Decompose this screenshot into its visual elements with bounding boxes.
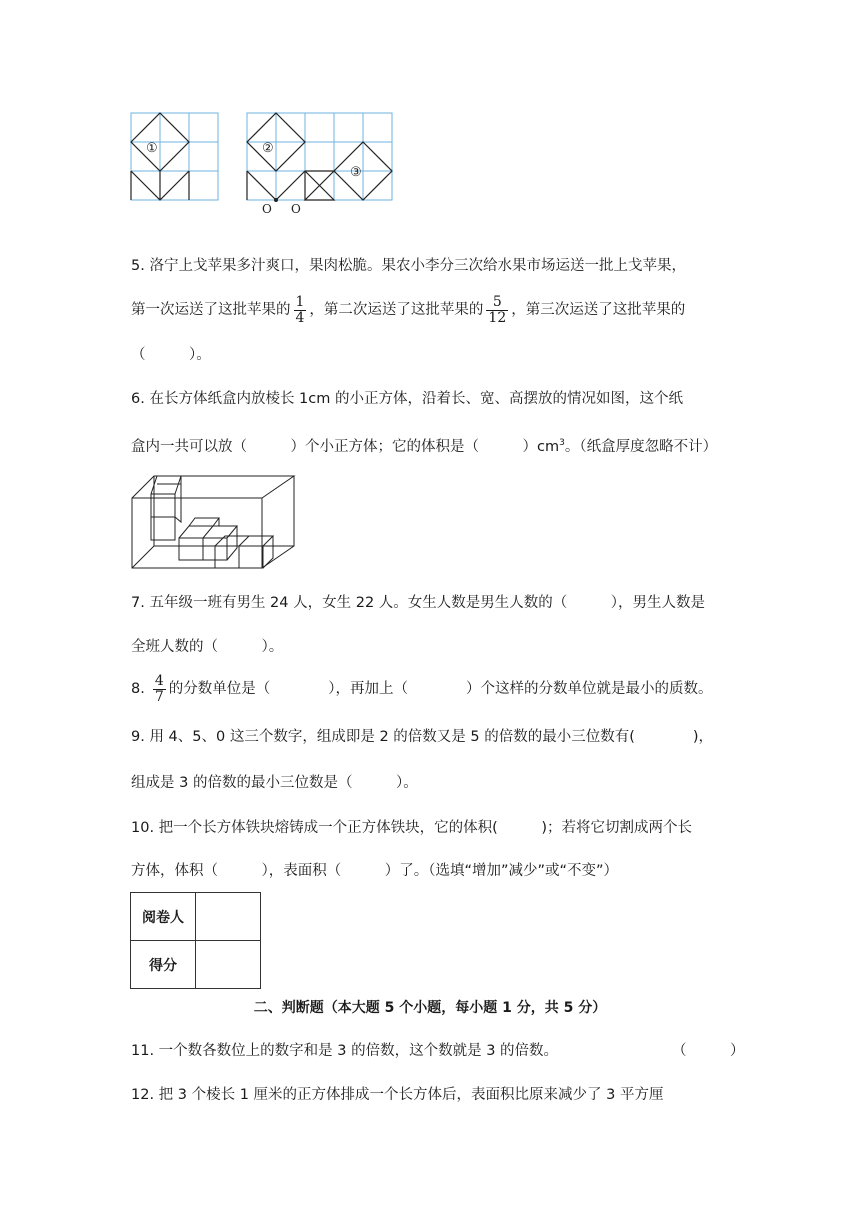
q9-line1: 9. 用 4、5、0 这三个数字，组成即是 2 的倍数又是 5 的倍数的最小三位数有( )， — [131, 729, 714, 745]
q5-line1: 5. 洛宁上戈苹果多汁爽口，果肉松脆。果农小李分三次给水果市场运送一批上戈苹果， — [131, 258, 686, 274]
section-heading: 二、判断题（本大题 5 个小题，每小题 1 分，共 5 分） — [253, 1000, 607, 1016]
shape3-label: ③ — [350, 165, 362, 180]
q6-line2-a: 盒内一共可以放（ ）个小正方体；它的体积是（ ）cm — [131, 438, 560, 455]
cuboid-box-figure — [129, 468, 299, 572]
q5-line2 — [131, 293, 685, 327]
q11-text: 11. 一个数各数位上的数字和是 3 的倍数，这个数就是 3 的倍数。 — [131, 1043, 559, 1059]
q6-superscript: 3 — [559, 438, 565, 448]
q7-line1: 7. 五年级一班有男生 24 人，女生 22 人。女生人数是男生人数的（ ），男生人数是 — [131, 595, 706, 611]
grid-figure — [128, 110, 398, 216]
q8-fraction: $\frac{4}{7}$ — [154, 672, 164, 705]
q5-line2-b: ，第二次运送了这批苹果的 — [309, 302, 484, 318]
grader-cell — [196, 893, 261, 941]
q10-line1: 10. 把一个长方体铁块熔铸成一个正方体铁块，它的体积( )；若将它切割成两个长 — [131, 820, 692, 836]
q8-line — [131, 672, 713, 706]
q5-line2-a: 第一次运送了这批苹果的 — [131, 302, 291, 318]
q11-answer-bracket: （ ） — [672, 1043, 745, 1059]
q8-number: 8. — [131, 681, 145, 697]
score-cell — [196, 941, 261, 989]
q5-line2-c: ，第三次运送了这批苹果的 — [511, 302, 686, 318]
point-o-right: O — [291, 202, 301, 216]
grader-label: 阅卷人 — [131, 893, 196, 941]
shape2-label: ② — [262, 141, 274, 156]
q9-line2: 组成是 3 的倍数的最小三位数是（ ）。 — [131, 775, 418, 791]
q10-line2: 方体，体积（ ），表面积（ ）了。（选填“增加”减少”或“不变”） — [131, 863, 619, 879]
shape1-label: ① — [146, 141, 158, 156]
score-label: 得分 — [131, 941, 196, 989]
q5-fraction-2: $\frac{5}{12}$ — [488, 293, 507, 326]
q6-line1: 6. 在长方体纸盒内放棱长 1cm 的小正方体，沿着长、宽、高摆放的情况如图，这个纸 — [131, 391, 683, 407]
q6-line2-b: 。（纸盒厚度忽略不计） — [564, 438, 718, 455]
q6-line2 — [131, 433, 717, 457]
q5-line3: （ ）。 — [131, 347, 211, 363]
score-table — [130, 892, 261, 989]
q8-text: 的分数单位是（ ），再加上（ ）个这样的分数单位就是最小的质数。 — [168, 681, 713, 697]
q12-text: 12. 把 3 个棱长 1 厘米的正方体排成一个长方体后，表面积比原来减少了 3 平方厘 — [131, 1087, 664, 1103]
point-o-left: O — [262, 202, 272, 216]
q7-line2: 全班人数的（ ）。 — [131, 639, 284, 655]
q5-fraction-1: $\frac{1}{4}$ — [295, 293, 305, 326]
